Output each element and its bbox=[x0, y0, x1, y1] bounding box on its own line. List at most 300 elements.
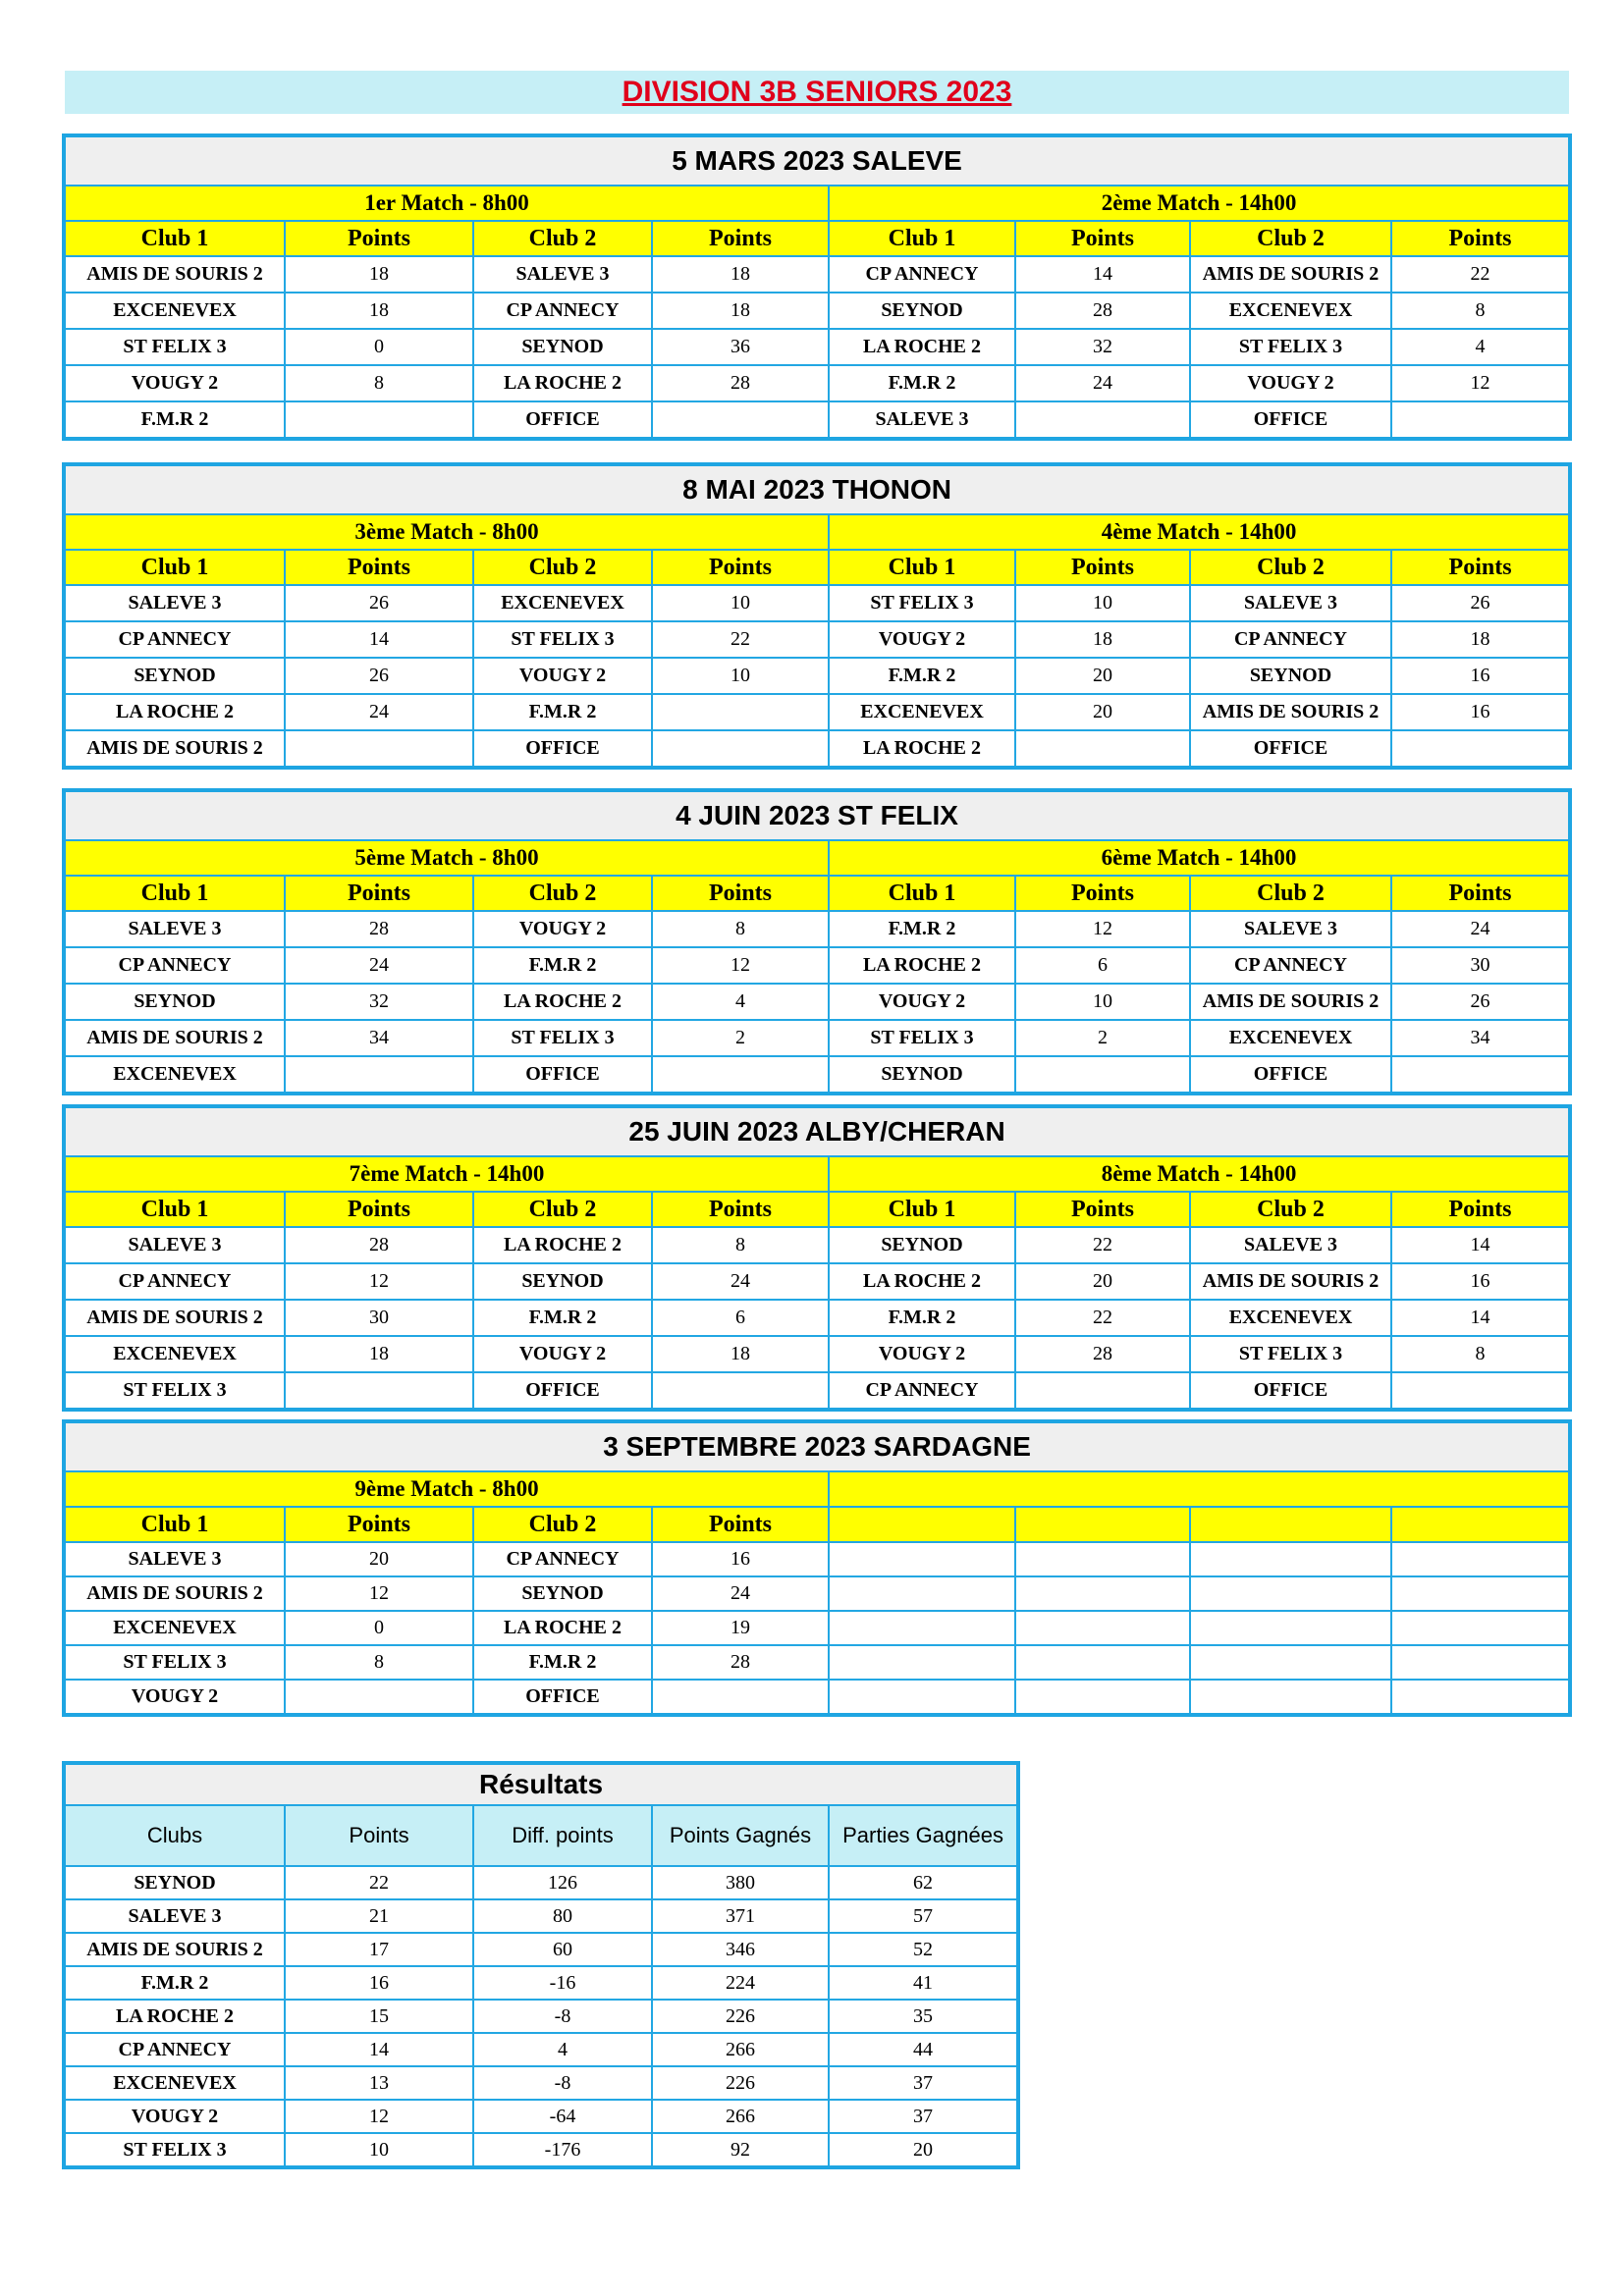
empty-header-cell bbox=[1190, 1507, 1391, 1542]
points-cell: 8 bbox=[1391, 1336, 1570, 1372]
results-value-cell: 14 bbox=[285, 2033, 473, 2066]
empty-cell bbox=[1015, 1611, 1190, 1645]
match-day-table bbox=[62, 1104, 1572, 1412]
club-name-cell: OFFICE bbox=[473, 1056, 652, 1094]
points-cell: 8 bbox=[652, 911, 829, 947]
column-header: Club 1 bbox=[64, 221, 285, 256]
column-header: Points bbox=[1015, 550, 1190, 585]
results-value-cell: 57 bbox=[829, 1899, 1018, 1933]
column-header: Points bbox=[652, 876, 829, 911]
points-cell: 22 bbox=[1015, 1300, 1190, 1336]
results-value-cell: 35 bbox=[829, 2000, 1018, 2033]
results-value-cell: 126 bbox=[473, 1866, 652, 1899]
club-name-cell: OFFICE bbox=[1190, 1372, 1391, 1410]
column-header: Points bbox=[1015, 221, 1190, 256]
club-name-cell: AMIS DE SOURIS 2 bbox=[64, 1300, 285, 1336]
column-header: Club 2 bbox=[473, 876, 652, 911]
points-cell bbox=[652, 730, 829, 768]
points-cell: 2 bbox=[1015, 1020, 1190, 1056]
club-name-cell: CP ANNECY bbox=[829, 256, 1015, 293]
match-day-table bbox=[62, 133, 1572, 441]
points-cell: 24 bbox=[285, 947, 473, 984]
points-cell: 10 bbox=[652, 658, 829, 694]
results-club-cell: CP ANNECY bbox=[64, 2033, 285, 2066]
match-title: 1er Match - 8h00 bbox=[64, 186, 829, 221]
points-cell: 30 bbox=[285, 1300, 473, 1336]
results-column-header: Clubs bbox=[64, 1805, 285, 1866]
empty-cell bbox=[1190, 1542, 1391, 1576]
results-value-cell: 22 bbox=[285, 1866, 473, 1899]
club-name-cell: AMIS DE SOURIS 2 bbox=[1190, 694, 1391, 730]
points-cell: 20 bbox=[1015, 1263, 1190, 1300]
club-name-cell: AMIS DE SOURIS 2 bbox=[64, 730, 285, 768]
empty-cell bbox=[1391, 1576, 1570, 1611]
results-column-header: Points bbox=[285, 1805, 473, 1866]
empty-cell bbox=[1015, 1542, 1190, 1576]
column-header: Points bbox=[1391, 1192, 1570, 1227]
column-header: Points bbox=[285, 221, 473, 256]
match-day-title: 25 JUIN 2023 ALBY/CHERAN bbox=[64, 1106, 1570, 1156]
match-row bbox=[64, 984, 1570, 1020]
club-name-cell: SALEVE 3 bbox=[1190, 585, 1391, 621]
points-cell: 6 bbox=[652, 1300, 829, 1336]
column-header: Club 1 bbox=[64, 1192, 285, 1227]
column-header: Club 2 bbox=[1190, 876, 1391, 911]
club-name-cell: CP ANNECY bbox=[829, 1372, 1015, 1410]
club-name-cell: AMIS DE SOURIS 2 bbox=[1190, 1263, 1391, 1300]
club-name-cell: EXCENEVEX bbox=[829, 694, 1015, 730]
points-cell: 26 bbox=[285, 658, 473, 694]
club-name-cell: SALEVE 3 bbox=[473, 256, 652, 293]
points-cell: 8 bbox=[652, 1227, 829, 1263]
club-name-cell: F.M.R 2 bbox=[473, 947, 652, 984]
club-name-cell: OFFICE bbox=[1190, 730, 1391, 768]
match-row bbox=[64, 730, 1570, 768]
results-club-cell: LA ROCHE 2 bbox=[64, 2000, 285, 2033]
points-cell: 14 bbox=[285, 621, 473, 658]
club-name-cell: VOUGY 2 bbox=[1190, 365, 1391, 401]
points-cell: 36 bbox=[652, 329, 829, 365]
club-name-cell: SEYNOD bbox=[829, 1227, 1015, 1263]
column-header: Points bbox=[652, 1507, 829, 1542]
points-cell: 28 bbox=[652, 365, 829, 401]
club-name-cell: F.M.R 2 bbox=[829, 911, 1015, 947]
points-cell: 28 bbox=[652, 1645, 829, 1680]
club-name-cell: SEYNOD bbox=[64, 984, 285, 1020]
results-column-header: Diff. points bbox=[473, 1805, 652, 1866]
club-name-cell: SALEVE 3 bbox=[64, 585, 285, 621]
match-row bbox=[64, 585, 1570, 621]
results-row bbox=[64, 2033, 1018, 2066]
points-cell: 28 bbox=[1015, 1336, 1190, 1372]
points-cell: 0 bbox=[285, 329, 473, 365]
match-row bbox=[64, 1056, 1570, 1094]
club-name-cell: LA ROCHE 2 bbox=[829, 1263, 1015, 1300]
match-row bbox=[64, 1542, 1570, 1576]
match-row bbox=[64, 256, 1570, 293]
points-cell: 16 bbox=[1391, 658, 1570, 694]
club-name-cell: ST FELIX 3 bbox=[473, 1020, 652, 1056]
column-header: Club 2 bbox=[473, 550, 652, 585]
results-value-cell: 226 bbox=[652, 2066, 829, 2100]
column-header: Points bbox=[1015, 876, 1190, 911]
results-value-cell: 92 bbox=[652, 2133, 829, 2167]
match-row bbox=[64, 621, 1570, 658]
club-name-cell: SEYNOD bbox=[829, 1056, 1015, 1094]
match-day-title: 4 JUIN 2023 ST FELIX bbox=[64, 790, 1570, 840]
club-name-cell: F.M.R 2 bbox=[64, 401, 285, 439]
club-name-cell: ST FELIX 3 bbox=[829, 585, 1015, 621]
results-value-cell: 15 bbox=[285, 2000, 473, 2033]
points-cell bbox=[285, 401, 473, 439]
club-name-cell: SALEVE 3 bbox=[64, 1227, 285, 1263]
club-name-cell: VOUGY 2 bbox=[829, 1336, 1015, 1372]
club-name-cell: EXCENEVEX bbox=[473, 585, 652, 621]
points-cell: 26 bbox=[1391, 585, 1570, 621]
points-cell: 26 bbox=[285, 585, 473, 621]
points-cell: 8 bbox=[285, 1645, 473, 1680]
empty-header-cell bbox=[1391, 1507, 1570, 1542]
column-header: Points bbox=[285, 550, 473, 585]
club-name-cell: VOUGY 2 bbox=[473, 911, 652, 947]
club-name-cell: F.M.R 2 bbox=[829, 365, 1015, 401]
points-cell: 34 bbox=[285, 1020, 473, 1056]
club-name-cell: EXCENEVEX bbox=[64, 1611, 285, 1645]
results-value-cell: 12 bbox=[285, 2100, 473, 2133]
club-name-cell: CP ANNECY bbox=[473, 293, 652, 329]
results-row bbox=[64, 1966, 1018, 2000]
points-cell: 20 bbox=[1015, 694, 1190, 730]
club-name-cell: F.M.R 2 bbox=[473, 1645, 652, 1680]
club-name-cell: LA ROCHE 2 bbox=[829, 730, 1015, 768]
column-header: Club 2 bbox=[1190, 550, 1391, 585]
club-name-cell: CP ANNECY bbox=[64, 1263, 285, 1300]
empty-cell bbox=[1391, 1542, 1570, 1576]
points-cell: 4 bbox=[1391, 329, 1570, 365]
points-cell: 19 bbox=[652, 1611, 829, 1645]
match-row bbox=[64, 947, 1570, 984]
column-header: Club 1 bbox=[64, 550, 285, 585]
points-cell: 14 bbox=[1391, 1227, 1570, 1263]
match-row bbox=[64, 658, 1570, 694]
empty-cell bbox=[1391, 1680, 1570, 1715]
club-name-cell: EXCENEVEX bbox=[64, 293, 285, 329]
empty-cell bbox=[1015, 1576, 1190, 1611]
results-row bbox=[64, 1899, 1018, 1933]
column-header: Points bbox=[285, 1192, 473, 1227]
results-value-cell: 20 bbox=[829, 2133, 1018, 2167]
match-row bbox=[64, 1576, 1570, 1611]
points-cell: 12 bbox=[1015, 911, 1190, 947]
points-cell bbox=[285, 1056, 473, 1094]
results-value-cell: 346 bbox=[652, 1933, 829, 1966]
results-value-cell: 266 bbox=[652, 2033, 829, 2066]
match-row bbox=[64, 1300, 1570, 1336]
points-cell: 22 bbox=[652, 621, 829, 658]
match-title: 7ème Match - 14h00 bbox=[64, 1156, 829, 1192]
empty-cell bbox=[1190, 1645, 1391, 1680]
points-cell: 12 bbox=[285, 1576, 473, 1611]
match-row bbox=[64, 1336, 1570, 1372]
match-row bbox=[64, 401, 1570, 439]
empty-header-cell bbox=[829, 1507, 1015, 1542]
club-name-cell: AMIS DE SOURIS 2 bbox=[64, 1020, 285, 1056]
points-cell bbox=[1391, 1372, 1570, 1410]
match-day-title: 3 SEPTEMBRE 2023 SARDAGNE bbox=[64, 1421, 1570, 1471]
club-name-cell: ST FELIX 3 bbox=[64, 1645, 285, 1680]
results-value-cell: 60 bbox=[473, 1933, 652, 1966]
results-row bbox=[64, 2000, 1018, 2033]
points-cell: 14 bbox=[1391, 1300, 1570, 1336]
club-name-cell: AMIS DE SOURIS 2 bbox=[64, 256, 285, 293]
club-name-cell: SEYNOD bbox=[64, 658, 285, 694]
results-value-cell: 17 bbox=[285, 1933, 473, 1966]
club-name-cell: VOUGY 2 bbox=[829, 984, 1015, 1020]
column-header: Points bbox=[652, 1192, 829, 1227]
points-cell bbox=[1391, 401, 1570, 439]
club-name-cell: OFFICE bbox=[1190, 1056, 1391, 1094]
points-cell: 18 bbox=[285, 256, 473, 293]
club-name-cell: VOUGY 2 bbox=[473, 658, 652, 694]
club-name-cell: OFFICE bbox=[473, 1372, 652, 1410]
club-name-cell: AMIS DE SOURIS 2 bbox=[64, 1576, 285, 1611]
club-name-cell: VOUGY 2 bbox=[64, 365, 285, 401]
club-name-cell: LA ROCHE 2 bbox=[64, 694, 285, 730]
empty-cell bbox=[829, 1645, 1015, 1680]
points-cell: 8 bbox=[285, 365, 473, 401]
points-cell: 10 bbox=[1015, 585, 1190, 621]
club-name-cell: SEYNOD bbox=[473, 1263, 652, 1300]
points-cell: 14 bbox=[1015, 256, 1190, 293]
results-club-cell: EXCENEVEX bbox=[64, 2066, 285, 2100]
club-name-cell: EXCENEVEX bbox=[1190, 1300, 1391, 1336]
results-value-cell: 10 bbox=[285, 2133, 473, 2167]
points-cell: 18 bbox=[652, 1336, 829, 1372]
club-name-cell: SEYNOD bbox=[1190, 658, 1391, 694]
results-value-cell: 21 bbox=[285, 1899, 473, 1933]
match-day-table bbox=[62, 462, 1572, 770]
column-header: Points bbox=[652, 550, 829, 585]
match-row bbox=[64, 1263, 1570, 1300]
results-row bbox=[64, 1933, 1018, 1966]
points-cell: 18 bbox=[285, 293, 473, 329]
club-name-cell: ST FELIX 3 bbox=[64, 329, 285, 365]
club-name-cell: SALEVE 3 bbox=[1190, 1227, 1391, 1263]
results-club-cell: F.M.R 2 bbox=[64, 1966, 285, 2000]
points-cell bbox=[285, 1680, 473, 1715]
results-value-cell: 266 bbox=[652, 2100, 829, 2133]
points-cell bbox=[1391, 1056, 1570, 1094]
points-cell: 12 bbox=[285, 1263, 473, 1300]
points-cell: 16 bbox=[1391, 694, 1570, 730]
points-cell: 30 bbox=[1391, 947, 1570, 984]
points-cell bbox=[652, 401, 829, 439]
club-name-cell: OFFICE bbox=[473, 1680, 652, 1715]
points-cell: 18 bbox=[652, 256, 829, 293]
points-cell bbox=[652, 1372, 829, 1410]
results-table bbox=[62, 1761, 1020, 2169]
match-title: 3ème Match - 8h00 bbox=[64, 514, 829, 550]
column-header: Club 1 bbox=[829, 876, 1015, 911]
empty-cell bbox=[1391, 1645, 1570, 1680]
club-name-cell: EXCENEVEX bbox=[64, 1056, 285, 1094]
results-value-cell: 62 bbox=[829, 1866, 1018, 1899]
points-cell: 26 bbox=[1391, 984, 1570, 1020]
match-row bbox=[64, 293, 1570, 329]
points-cell: 24 bbox=[652, 1576, 829, 1611]
club-name-cell: SEYNOD bbox=[473, 1576, 652, 1611]
match-row bbox=[64, 1611, 1570, 1645]
empty-cell bbox=[1391, 1611, 1570, 1645]
club-name-cell: ST FELIX 3 bbox=[1190, 1336, 1391, 1372]
points-cell bbox=[652, 694, 829, 730]
points-cell bbox=[1015, 1372, 1190, 1410]
column-header: Club 2 bbox=[1190, 221, 1391, 256]
column-header: Points bbox=[285, 1507, 473, 1542]
empty-cell bbox=[829, 1576, 1015, 1611]
points-cell: 12 bbox=[1391, 365, 1570, 401]
match-day-title: 8 MAI 2023 THONON bbox=[64, 464, 1570, 514]
points-cell bbox=[285, 730, 473, 768]
club-name-cell: OFFICE bbox=[473, 730, 652, 768]
results-value-cell: 80 bbox=[473, 1899, 652, 1933]
club-name-cell: OFFICE bbox=[1190, 401, 1391, 439]
results-row bbox=[64, 1866, 1018, 1899]
results-club-cell: AMIS DE SOURIS 2 bbox=[64, 1933, 285, 1966]
points-cell: 24 bbox=[652, 1263, 829, 1300]
match-row bbox=[64, 1372, 1570, 1410]
results-column-header: Points Gagnés bbox=[652, 1805, 829, 1866]
club-name-cell: EXCENEVEX bbox=[1190, 293, 1391, 329]
points-cell: 18 bbox=[652, 293, 829, 329]
points-cell: 2 bbox=[652, 1020, 829, 1056]
points-cell: 10 bbox=[1015, 984, 1190, 1020]
match-title: 2ème Match - 14h00 bbox=[829, 186, 1570, 221]
club-name-cell: LA ROCHE 2 bbox=[473, 365, 652, 401]
match-row bbox=[64, 1020, 1570, 1056]
match-row bbox=[64, 911, 1570, 947]
column-header: Points bbox=[1391, 876, 1570, 911]
empty-cell bbox=[1190, 1611, 1391, 1645]
club-name-cell: F.M.R 2 bbox=[473, 694, 652, 730]
column-header: Points bbox=[1391, 550, 1570, 585]
points-cell: 22 bbox=[1015, 1227, 1190, 1263]
points-cell: 16 bbox=[1391, 1263, 1570, 1300]
points-cell: 34 bbox=[1391, 1020, 1570, 1056]
match-day-title: 5 MARS 2023 SALEVE bbox=[64, 135, 1570, 186]
points-cell bbox=[1015, 730, 1190, 768]
empty-match-title bbox=[829, 1471, 1570, 1507]
results-club-cell: SALEVE 3 bbox=[64, 1899, 285, 1933]
points-cell bbox=[1015, 401, 1190, 439]
match-row bbox=[64, 1645, 1570, 1680]
points-cell bbox=[1015, 1056, 1190, 1094]
points-cell: 28 bbox=[285, 1227, 473, 1263]
club-name-cell: ST FELIX 3 bbox=[64, 1372, 285, 1410]
column-header: Club 1 bbox=[64, 1507, 285, 1542]
club-name-cell: ST FELIX 3 bbox=[829, 1020, 1015, 1056]
points-cell: 0 bbox=[285, 1611, 473, 1645]
club-name-cell: LA ROCHE 2 bbox=[473, 1227, 652, 1263]
club-name-cell: SEYNOD bbox=[829, 293, 1015, 329]
points-cell: 24 bbox=[285, 694, 473, 730]
points-cell: 12 bbox=[652, 947, 829, 984]
club-name-cell: VOUGY 2 bbox=[64, 1680, 285, 1715]
results-value-cell: 371 bbox=[652, 1899, 829, 1933]
points-cell: 24 bbox=[1015, 365, 1190, 401]
empty-cell bbox=[1190, 1680, 1391, 1715]
results-value-cell: -8 bbox=[473, 2000, 652, 2033]
page-title: DIVISION 3B SENIORS 2023 bbox=[622, 76, 1012, 108]
club-name-cell: LA ROCHE 2 bbox=[829, 329, 1015, 365]
results-value-cell: 226 bbox=[652, 2000, 829, 2033]
points-cell bbox=[652, 1056, 829, 1094]
results-value-cell: 44 bbox=[829, 2033, 1018, 2066]
points-cell: 18 bbox=[1391, 621, 1570, 658]
column-header: Points bbox=[1391, 221, 1570, 256]
empty-cell bbox=[1015, 1680, 1190, 1715]
points-cell: 32 bbox=[285, 984, 473, 1020]
results-row bbox=[64, 2066, 1018, 2100]
club-name-cell: ST FELIX 3 bbox=[1190, 329, 1391, 365]
empty-cell bbox=[1190, 1576, 1391, 1611]
club-name-cell: OFFICE bbox=[473, 401, 652, 439]
club-name-cell: SEYNOD bbox=[473, 329, 652, 365]
points-cell: 6 bbox=[1015, 947, 1190, 984]
results-value-cell: 16 bbox=[285, 1966, 473, 2000]
club-name-cell: SALEVE 3 bbox=[1190, 911, 1391, 947]
empty-cell bbox=[829, 1542, 1015, 1576]
club-name-cell: SALEVE 3 bbox=[64, 1542, 285, 1576]
results-value-cell: 380 bbox=[652, 1866, 829, 1899]
club-name-cell: CP ANNECY bbox=[64, 947, 285, 984]
match-row bbox=[64, 1680, 1570, 1715]
page-title-bar bbox=[65, 71, 1569, 114]
points-cell: 20 bbox=[1015, 658, 1190, 694]
results-value-cell: 13 bbox=[285, 2066, 473, 2100]
column-header: Points bbox=[285, 876, 473, 911]
results-value-cell: -64 bbox=[473, 2100, 652, 2133]
column-header: Club 1 bbox=[829, 1192, 1015, 1227]
results-club-cell: VOUGY 2 bbox=[64, 2100, 285, 2133]
column-header: Points bbox=[652, 221, 829, 256]
club-name-cell: F.M.R 2 bbox=[829, 1300, 1015, 1336]
club-name-cell: ST FELIX 3 bbox=[473, 621, 652, 658]
results-value-cell: 224 bbox=[652, 1966, 829, 2000]
empty-cell bbox=[829, 1680, 1015, 1715]
club-name-cell: VOUGY 2 bbox=[473, 1336, 652, 1372]
club-name-cell: LA ROCHE 2 bbox=[473, 1611, 652, 1645]
club-name-cell: AMIS DE SOURIS 2 bbox=[1190, 984, 1391, 1020]
club-name-cell: CP ANNECY bbox=[473, 1542, 652, 1576]
points-cell: 24 bbox=[1391, 911, 1570, 947]
match-title: 9ème Match - 8h00 bbox=[64, 1471, 829, 1507]
club-name-cell: LA ROCHE 2 bbox=[473, 984, 652, 1020]
match-title: 6ème Match - 14h00 bbox=[829, 840, 1570, 876]
results-value-cell: 37 bbox=[829, 2066, 1018, 2100]
empty-header-cell bbox=[1015, 1507, 1190, 1542]
match-day-table bbox=[62, 788, 1572, 1095]
points-cell: 18 bbox=[285, 1336, 473, 1372]
column-header: Club 2 bbox=[473, 221, 652, 256]
points-cell: 22 bbox=[1391, 256, 1570, 293]
results-value-cell: 37 bbox=[829, 2100, 1018, 2133]
column-header: Club 2 bbox=[1190, 1192, 1391, 1227]
results-value-cell: 41 bbox=[829, 1966, 1018, 2000]
results-column-header: Parties Gagnées bbox=[829, 1805, 1018, 1866]
results-value-cell: -16 bbox=[473, 1966, 652, 2000]
results-value-cell: -8 bbox=[473, 2066, 652, 2100]
